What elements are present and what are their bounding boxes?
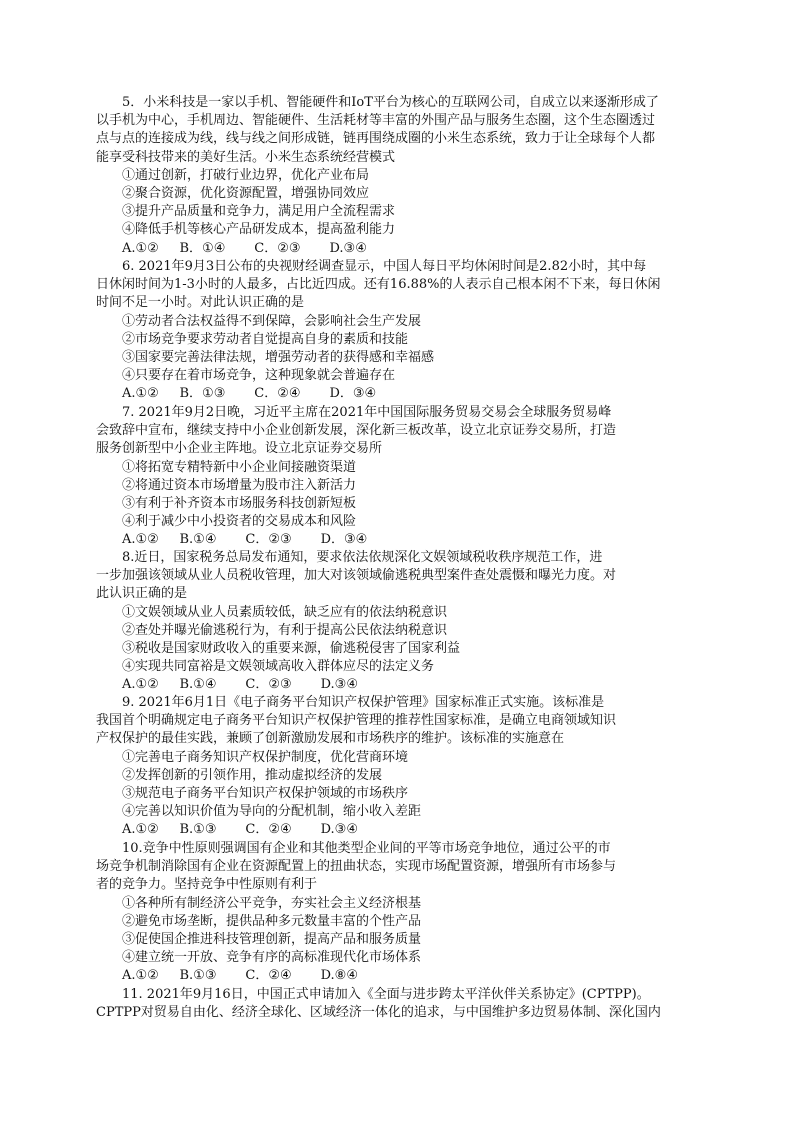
statement-option: ③促使国企推进科技管理创新，提高产品和服务质量 bbox=[122, 932, 422, 948]
question-stem: 9. 2021年6月1日《电子商务平台知识产权保护管理》国家标准正式实施。该标准是 bbox=[122, 695, 605, 710]
answer-choices: A.①② B.①④ C．②③ D.③④ bbox=[122, 677, 358, 693]
question-stem: 点与点的连接成为线，线与线之间形成链，链再围绕成圈的小米生态系统，致力于让全球每个人都 bbox=[96, 131, 656, 147]
question-stem: 时间不足一小时。对此认识正确的是 bbox=[96, 295, 305, 311]
statement-option: ②将通过资本市场增量为股市注入新活力 bbox=[122, 477, 357, 493]
answer-choices: A.①② B.①④ C．②③ D．③④ bbox=[122, 532, 368, 548]
question-5 bbox=[96, 94, 700, 258]
statement-option: ③税收是国家财政收入的重要来源，偷逃税侵害了国家利益 bbox=[122, 641, 461, 657]
question-6 bbox=[96, 258, 700, 404]
statement-option: ④建立统一开放、竞争有序的高标准现代化市场体系 bbox=[122, 950, 422, 966]
statement-option: ④完善以知识价值为导向的分配机制，缩小收入差距 bbox=[122, 804, 422, 820]
statement-option: ②发挥创新的引领作用，推动虚拟经济的发展 bbox=[122, 767, 383, 783]
statement-option: ①完善电子商务知识产权保护制度，优化营商环境 bbox=[122, 749, 409, 765]
question-stem: 以手机为中心，手机周边、智能硬件、生活耗材等丰富的外围产品与服务生态圈，这个生态圈透过 bbox=[96, 113, 656, 129]
statement-option: ③提升产品质量和竞争力，满足用户全流程需求 bbox=[122, 204, 396, 220]
question-stem: 6. 2021年9月3日公布的央视财经调查显示，中国人每日平均休闲时间是2.82小时，其中每 bbox=[122, 259, 647, 274]
question-stem: 11. 2021年9月16日，中国正式申请加入《全面与进步跨太平洋伙伴关系协定》(CPTPP)。 bbox=[122, 987, 650, 1002]
statement-option: ③国家要完善法律法规，增强劳动者的获得感和幸福感 bbox=[122, 350, 435, 366]
question-stem: 服务创新型中小企业主阵地。设立北京证券交易所 bbox=[96, 441, 383, 457]
statement-option: ②避免市场垄断，提供品种多元数量丰富的个性产品 bbox=[122, 913, 422, 929]
statement-option: ②查处并曝光偷逃税行为，有利于提高公民依法纳税意识 bbox=[122, 622, 448, 638]
statement-option: ②市场竞争要求劳动者自觉提高自身的素质和技能 bbox=[122, 331, 409, 347]
question-11 bbox=[96, 986, 700, 1022]
answer-choices: A.①② B.①③ C．②④ D.⑧④ bbox=[122, 968, 358, 984]
question-10 bbox=[96, 840, 700, 986]
statement-option: ③有利于补齐资本市场服务科技创新短板 bbox=[122, 496, 357, 512]
statement-option: ①通过创新，打破行业边界，优化产业布局 bbox=[122, 167, 370, 183]
statement-option: ④只要存在着市场竞争，这种现象就会普遍存在 bbox=[122, 368, 396, 384]
statement-option: ①文娱领域从业人员素质较低，缺乏应有的依法纳税意识 bbox=[122, 604, 448, 620]
question-stem: 者的竞争力。坚持竞争中性原则有利于 bbox=[96, 877, 318, 893]
question-stem: 7. 2021年9月2日晚，习近平主席在2021年中国国际服务贸易交易会全球服务贸易峰 bbox=[122, 405, 612, 420]
question-stem: 能享受科技带来的美好生活。小米生态系统经营模式 bbox=[96, 149, 396, 165]
question-stem: 10.竞争中性原则强调国有企业和其他类型企业间的平等市场竞争地位，通过公平的市 bbox=[122, 841, 611, 856]
statement-option: ④降低手机等核心产品研发成本，提高盈利能力 bbox=[122, 222, 396, 238]
question-stem: CPTPP对贸易自由化、经济全球化、区域经济一体化的追求，与中国维护多边贸易体制、深化国内 bbox=[96, 1005, 661, 1021]
statement-option: ②聚合资源，优化资源配置，增强协同效应 bbox=[122, 186, 370, 202]
question-stem: 此认识正确的是 bbox=[96, 586, 188, 602]
question-stem: 8.近日，国家税务总局发布通知，要求依法依规深化文娱领域税收秩序规范工作，进 bbox=[122, 550, 603, 565]
question-stem: 一步加强该领域从业人员税收管理，加大对该领域偷逃税典型案件查处震慑和曝光力度。对 bbox=[96, 568, 617, 584]
statement-option: ④实现共同富裕是文娱领域高收入群体应尽的法定义务 bbox=[122, 659, 435, 675]
question-7 bbox=[96, 404, 700, 550]
answer-choices: A.①② B．①③ C．②④ D．③④ bbox=[122, 386, 377, 402]
question-stem: 5．小米科技是一家以手机、智能硬件和IoT平台为核心的互联网公司，自成立以来逐渐形成了 bbox=[122, 95, 659, 110]
answer-choices: A.①② B．①④ C．②③ D.③④ bbox=[122, 240, 367, 256]
statement-option: ①将拓宽专精特新中小企业间接融资渠道 bbox=[122, 459, 357, 475]
question-stem: 我国首个明确规定电子商务平台知识产权保护管理的推荐性国家标准，是确立电商领域知识 bbox=[96, 713, 617, 729]
statement-option: ①各种所有制经济公平竞争，夯实社会主义经济根基 bbox=[122, 895, 422, 911]
question-9 bbox=[96, 694, 700, 840]
statement-option: ③规范电子商务平台知识产权保护领域的市场秩序 bbox=[122, 786, 409, 802]
question-stem: 会致辞中宣布，继续支持中小企业创新发展，深化新三板改革，设立北京证券交易所，打造 bbox=[96, 423, 617, 439]
statement-option: ④利于减少中小投资者的交易成本和风险 bbox=[122, 514, 357, 530]
question-stem: 日休闲时间为1-3小时的人最多，占比近四成。还有16.88%的人表示自己根本闲不下来，每日休闲 bbox=[96, 277, 661, 293]
answer-choices: A.①② B.①③ C．②④ D.③④ bbox=[122, 822, 358, 838]
question-stem: 场竞争机制消除国有企业在资源配置上的扭曲状态，实现市场配置资源，增强所有市场参与 bbox=[96, 859, 617, 875]
statement-option: ①劳动者合法权益得不到保障，会影响社会生产发展 bbox=[122, 313, 422, 329]
question-8 bbox=[96, 549, 700, 695]
question-stem: 产权保护的最佳实践，兼顾了创新激励发展和市场秩序的维护。该标准的实施意在 bbox=[96, 731, 565, 747]
